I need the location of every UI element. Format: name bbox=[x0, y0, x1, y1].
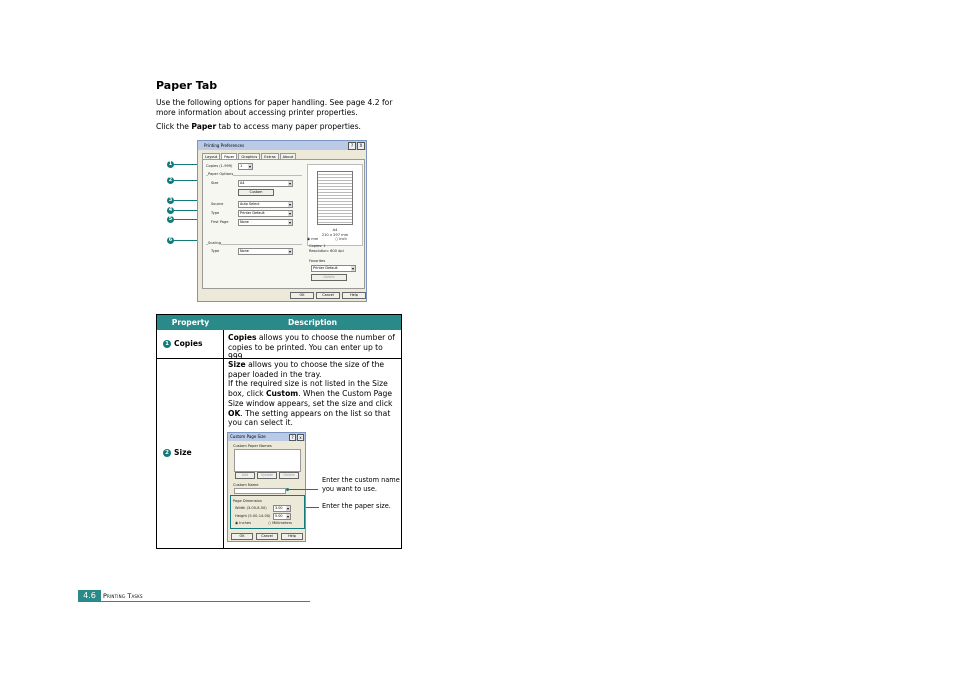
callout-6: 6 bbox=[168, 237, 173, 243]
cancel-button[interactable]: Cancel bbox=[316, 292, 340, 299]
row-size-description bbox=[228, 360, 398, 428]
intro-text: Use the following options for paper handling. See page 4.2 for more information about accessing printer properties. bbox=[156, 98, 393, 117]
desc-bold: Size bbox=[228, 360, 246, 369]
custom-cancel-button[interactable]: Cancel bbox=[256, 533, 278, 540]
unit-inch-label: inch bbox=[339, 237, 347, 241]
custom-paper-names-label: Custom Paper Names bbox=[233, 444, 272, 448]
copies-label: Copies (1-999) bbox=[206, 164, 233, 168]
preview-size: A4 bbox=[332, 228, 338, 232]
instruction-bold: Paper bbox=[191, 122, 217, 131]
note-size-line bbox=[306, 507, 319, 508]
desc-text-b: If the required size is not listed in the Size box, click bbox=[228, 379, 388, 399]
page-number-badge: 4.6 bbox=[78, 590, 101, 601]
row-copies-property bbox=[163, 339, 203, 348]
chapter-title: Printing Tasks bbox=[103, 592, 143, 600]
width-label: Width (3.00-8.50) bbox=[235, 506, 267, 510]
preview-dims: 210 x 297 mm bbox=[321, 233, 349, 237]
dialog-title: Printing Preferences bbox=[198, 141, 366, 150]
scaling-type-select[interactable]: None ▾ bbox=[238, 248, 293, 255]
desc-text-d: . The setting appears on the list so that you can select it. bbox=[228, 408, 391, 428]
note-custom-name: Enter the custom name you want to use. bbox=[322, 476, 400, 493]
update-button[interactable]: Update bbox=[257, 472, 277, 479]
tab-graphics[interactable]: Graphics bbox=[238, 153, 260, 160]
desc-text-c: . When the Custom Page Size window appears, set the size and click bbox=[228, 389, 393, 408]
instruction-prefix: Click the bbox=[156, 122, 192, 131]
delete-button[interactable]: Delete bbox=[279, 472, 299, 479]
custom-help-button[interactable]: Help bbox=[281, 533, 303, 540]
instruction-suffix: tab to access many paper properties. bbox=[216, 122, 361, 131]
millimeters-label: Millimeters bbox=[272, 521, 293, 525]
size-label: Size bbox=[211, 181, 219, 185]
row-size-property bbox=[163, 448, 192, 457]
desc-bold: Copies bbox=[228, 333, 257, 342]
page-preview bbox=[307, 164, 363, 246]
callout-1: 1 bbox=[168, 161, 173, 167]
row-number-badge: 1 bbox=[163, 340, 171, 348]
instruction-text bbox=[156, 122, 406, 132]
note-paper-size: Enter the paper size. bbox=[322, 502, 391, 510]
inches-label: Inches bbox=[239, 521, 251, 525]
height-stepper[interactable]: 5.00 ▾ bbox=[273, 513, 291, 520]
note-name-line bbox=[288, 489, 318, 490]
section-title: Paper Tab bbox=[156, 79, 218, 92]
unit-mm-label: mm bbox=[311, 237, 319, 241]
source-select[interactable]: Auto Select ▾ bbox=[238, 201, 293, 208]
type-select[interactable]: Printer Default ▾ bbox=[238, 210, 293, 217]
custom-page-size-dialog bbox=[227, 432, 306, 542]
width-stepper[interactable]: 3.00 ▾ bbox=[273, 505, 291, 512]
tab-about[interactable]: About bbox=[280, 153, 297, 160]
callout-3: 3 bbox=[168, 197, 173, 203]
help-title-button[interactable]: ? bbox=[348, 142, 356, 150]
add-button[interactable]: Add bbox=[235, 472, 255, 479]
header-description: Description bbox=[287, 318, 338, 327]
ok-button[interactable]: OK bbox=[290, 292, 314, 299]
first-page-label: First Page bbox=[211, 220, 229, 224]
callout-5: 5 bbox=[168, 216, 173, 222]
favorites-label: Favorites bbox=[309, 259, 326, 263]
favorites-select[interactable]: Printer Default ▾ bbox=[311, 265, 356, 272]
property-label: Size bbox=[174, 448, 192, 457]
close-icon[interactable]: x bbox=[297, 434, 304, 441]
first-page-select[interactable]: None ▾ bbox=[238, 219, 293, 226]
scaling-label: Scaling bbox=[208, 241, 222, 245]
desc-bold-c: OK bbox=[228, 408, 241, 418]
table-header bbox=[157, 315, 401, 330]
help-title-icon[interactable]: ? bbox=[289, 434, 296, 441]
custom-button[interactable]: Custom bbox=[238, 189, 274, 196]
inches-radio[interactable]: ◉ Inches bbox=[235, 521, 251, 525]
footer-rule bbox=[78, 601, 310, 602]
height-label: Height (5.00-14.00) bbox=[235, 514, 271, 518]
desc-bold-b: Custom bbox=[265, 389, 299, 399]
tab-layout[interactable]: Layout bbox=[202, 153, 220, 160]
custom-dialog-title: Custom Page Size bbox=[228, 433, 305, 441]
type-label: Type bbox=[211, 211, 220, 215]
header-property: Property bbox=[171, 318, 210, 327]
callout-4: 4 bbox=[168, 207, 173, 213]
column-divider bbox=[223, 330, 224, 548]
scaling-type-label: Type bbox=[211, 249, 220, 253]
custom-paper-names-list[interactable] bbox=[234, 449, 301, 472]
paper-options-label: Paper Options bbox=[208, 172, 234, 176]
delete-favorite-button[interactable]: Delete bbox=[311, 274, 347, 281]
tab-extras[interactable]: Extras bbox=[261, 153, 278, 160]
unit-mm-radio[interactable]: ◉ mm bbox=[307, 237, 319, 241]
desc-text: allows you to choose the number of copies to be printed. You can enter up to 999. bbox=[228, 333, 395, 362]
source-label: Source bbox=[211, 202, 224, 206]
property-label: Copies bbox=[174, 339, 203, 348]
custom-ok-button[interactable]: OK bbox=[231, 533, 253, 540]
desc-text-a: allows you to choose the size of the paper loaded in the tray. bbox=[228, 360, 385, 379]
paper-preview-icon bbox=[317, 171, 353, 225]
resolution-info: Resolution: 600 dpi bbox=[309, 249, 344, 253]
printing-preferences-dialog bbox=[197, 140, 367, 302]
unit-inch-radio[interactable]: ○ inch bbox=[335, 237, 347, 241]
custom-name-input[interactable] bbox=[234, 488, 286, 494]
row-number-badge: 2 bbox=[163, 449, 171, 457]
callout-2: 2 bbox=[168, 177, 173, 183]
copies-stepper[interactable]: 1 ▾ bbox=[238, 163, 253, 170]
size-select[interactable]: A4 ▾ bbox=[238, 180, 293, 187]
tab-paper[interactable]: Paper bbox=[221, 153, 237, 160]
copies-info: Copies: 1 bbox=[309, 244, 326, 248]
paper-tab-panel bbox=[202, 159, 365, 289]
close-icon[interactable]: X bbox=[357, 142, 365, 150]
row-copies-description bbox=[228, 333, 398, 362]
millimeters-radio[interactable]: ○ Millimeters bbox=[268, 521, 293, 525]
page-dimension-label: Page Dimension bbox=[233, 499, 262, 503]
help-button[interactable]: Help bbox=[342, 292, 366, 299]
custom-name-label: Custom Name bbox=[233, 483, 259, 487]
